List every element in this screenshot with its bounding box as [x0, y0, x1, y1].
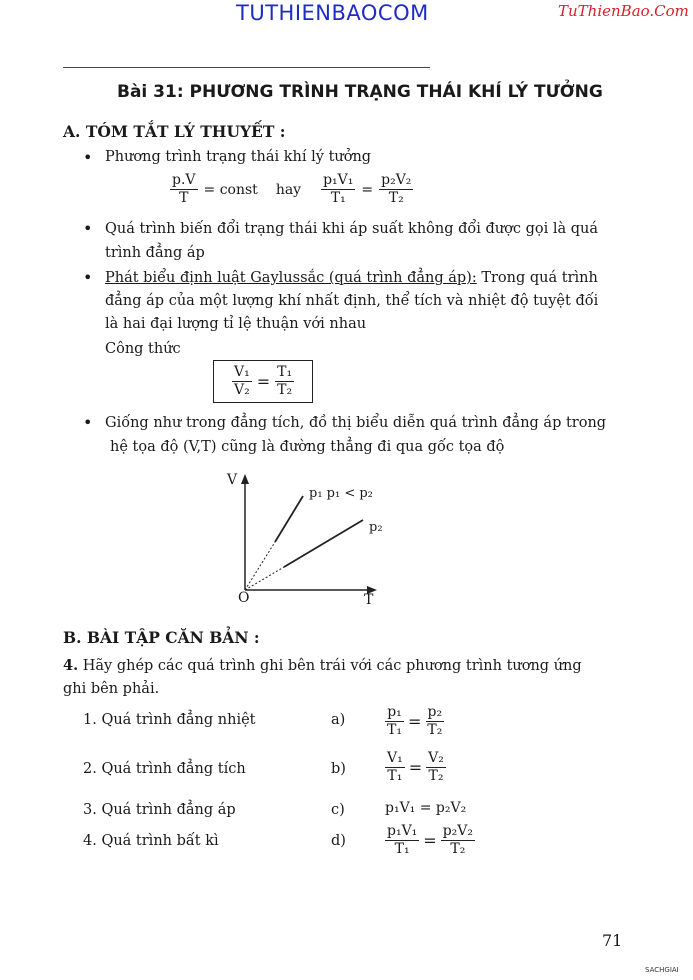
match-letter-d: d)	[331, 833, 346, 849]
match-letter-c: c)	[331, 802, 345, 818]
bullet-3-line2: đẳng áp của một lượng khí nhất định, thể tích và nhiệt độ tuyệt đối	[105, 293, 599, 309]
lesson-title: Bài 31: PHƯƠNG TRÌNH TRẠNG THÁI KHÍ LÝ TƯỞNG	[117, 82, 603, 102]
site-logo: TuThienBao.Com	[558, 2, 689, 20]
bullet-4-line1: Giống như trong đẳng tích, đồ thị biểu diễn quá trình đẳng áp trong	[105, 415, 607, 431]
bullet-1-text: Phương trình trạng thái khí lý tưởng	[105, 149, 372, 165]
match-equation-c: p₁V₁ = p₂V₂	[385, 800, 467, 816]
bullet-1-marker: •	[83, 148, 93, 167]
site-title: TUTHIENBAOCOM	[236, 1, 429, 25]
match-item-2: 2. Quá trình đẳng tích	[83, 761, 246, 777]
line-p1-label: p₁ p₁ < p₂	[309, 486, 373, 501]
line-p2-label: p₂	[369, 520, 383, 535]
line-p2-dotted	[245, 567, 284, 590]
match-item-1: 1. Quá trình đẳng nhiệt	[83, 712, 256, 728]
gaylussac-formula-box: $\frac{\text{V₁}}{\text{V₂}}$ = $\frac{\text{T₁}}{\text{T₂}}$	[213, 360, 313, 403]
line-p1-dotted	[245, 542, 275, 590]
origin-label: O	[238, 590, 250, 606]
bullet-3-line3: là hai đại lượng tỉ lệ thuận với nhau	[105, 316, 367, 332]
fraction-left: $\frac{\text{p₁V₁}}{\text{T₁}}$	[323, 172, 354, 206]
question-line1: 4. Hãy ghép các quá trình ghi bên trái với các phương trình tương ứng	[63, 657, 582, 674]
formula-label: Công thức	[105, 341, 181, 357]
match-item-4: 4. Quá trình bất kì	[83, 833, 219, 849]
bullet-2-line2: trình đẳng áp	[105, 245, 205, 261]
match-equation-d: $\frac{\text{p₁V₁}}{\text{T₁}}$ = $\frac{\text{p₂V₂}}{\text{T₂}}$	[387, 823, 473, 857]
page-number: 71	[602, 931, 623, 950]
v-axis-label: V	[227, 472, 238, 488]
bullet-4-marker: •	[83, 413, 93, 432]
footer-logo: SACHGIAI	[645, 966, 679, 974]
bullet-2-line1: Quá trình biến đổi trạng thái khi áp suất không đổi được gọi là quá	[105, 221, 599, 237]
v-axis-arrow	[241, 474, 249, 484]
section-b-heading: B. BÀI TẬP CĂN BẢN :	[63, 628, 260, 647]
bullet-3-line1: Phát biểu định luật Gaylussắc (quá trình đẳng áp): Trong quá trình	[105, 270, 598, 286]
header-divider	[63, 67, 430, 68]
bullet-3-marker: •	[83, 268, 93, 287]
t-axis-label: T	[364, 592, 374, 608]
question-line2: ghi bên phải.	[63, 681, 160, 697]
match-equation-a: $\frac{\text{p₁}}{\text{T₁}}$ = $\frac{\text{p₂}}{\text{T₂}}$	[387, 704, 443, 738]
bullet-2-marker: •	[83, 219, 93, 238]
match-equation-b: $\frac{\text{V₁}}{\text{T₁}}$ = $\frac{\text{V₂}}{\text{T₂}}$	[387, 750, 444, 784]
match-item-3: 3. Quá trình đẳng áp	[83, 802, 236, 818]
section-a-heading: A. TÓM TẮT LÝ THUYẾT :	[63, 122, 286, 141]
match-letter-b: b)	[331, 761, 346, 777]
fraction-right: $\frac{\text{p₂V₂}}{\text{T₂}}$	[381, 172, 412, 206]
bullet-4-line2: hệ tọa độ (V,T) cũng là đường thẳng đi qua gốc tọa độ	[110, 439, 505, 455]
match-letter-a: a)	[331, 712, 346, 728]
line-p1	[275, 496, 303, 542]
line-p2	[284, 520, 363, 567]
state-equation: $\frac{p.V}{T}$ = const hay $\frac{\text{p₁V₁}}{\text{T₁}}$ = $\frac{\text{p₂V₂}}{\text{T₂}}$	[172, 172, 412, 206]
fraction-pv-t: $\frac{p.V}{T}$	[172, 172, 196, 206]
